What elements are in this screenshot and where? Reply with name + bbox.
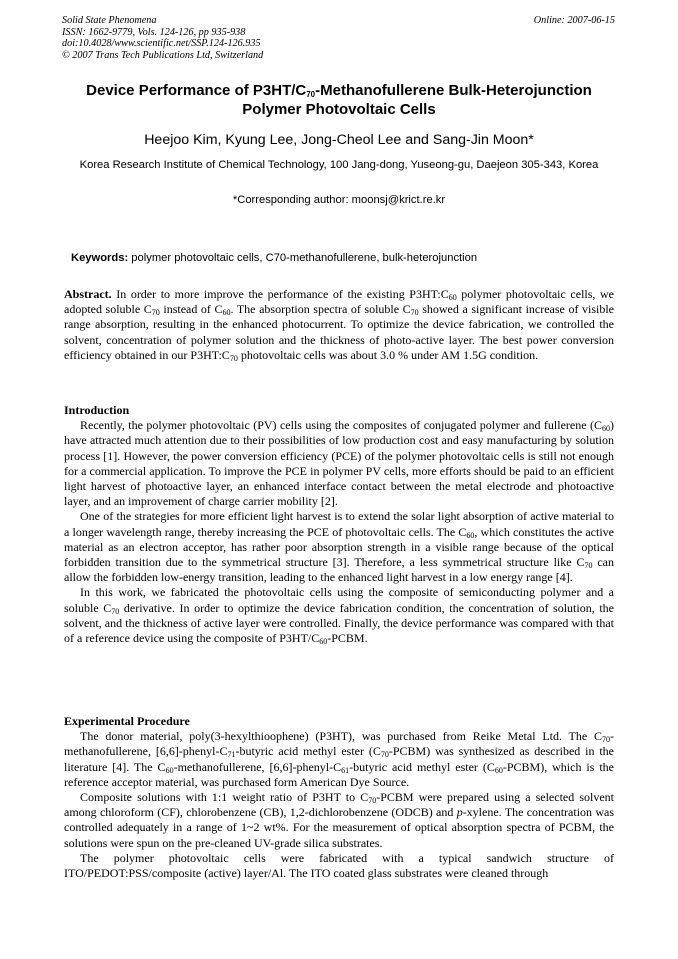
abstract-label: Abstract. bbox=[64, 287, 112, 301]
online-date: Online: 2007-06-15 bbox=[533, 15, 615, 26]
intro-paragraph-2: One of the strategies for more efficient light harvest is to extend the solar light absorption of active material to a longer wavelength range, thereby increasing the PCE of photovoltaic cells. The $C_{60}$, which constitutes the active material as an electron acceptor, has rather poor absorption strength in a visible range because of the optical forbidden transition due to the symmetrical structure [3]. Therefore, a less symmetrical structure like $C_{70}$ can allow the forbidden low-energy transition, leading to the enhanced light harvest in a low energy range [4]. bbox=[64, 509, 614, 585]
journal-header bbox=[62, 15, 263, 61]
intro-paragraph-1: Recently, the polymer photovoltaic (PV) cells using the composites of conjugated polymer and fullerene $(C_{60})$ have attracted much attention due to their possibilities of low production cost and easy manufacturing by solution process [1]. However, the power conversion efficiency (PCE) of the polymer photovoltaic cells is still not enough for a commercial application. To improve the PCE in polymer PV cells, more efforts should be paid to an efficient light harvest of photoactive layer, an enhanced interface contact between the metal electrode and photoactive layer, and an improvement of charge carrier mobility [2]. bbox=[64, 418, 614, 509]
introduction-section bbox=[64, 403, 614, 646]
experimental-heading: Experimental Procedure bbox=[64, 714, 190, 728]
corresponding-author: *Corresponding author: moonsj@krict.re.kr bbox=[232, 194, 446, 206]
experimental-section bbox=[64, 714, 614, 881]
journal-name: Solid State Phenomena bbox=[62, 15, 157, 26]
abstract: Abstract. In order to more improve the performance of the existing $P3HT:C_{60}$ polymer photovoltaic cells, we adopted soluble $C_{70}$ instead of $C_{60}$. The absorption spectra of soluble $C_{70}$ showed a significant increase of visible range absorption, resulting in the enhanced photocurrent. To optimize the device fabrication, we controlled the solvent, concentration of polymer solution and the thickness of photo-active layer. The best power conversion efficiency obtained in our $P3HT:C_{70}$ photovoltaic cells was about 3.0 % under AM 1.5G condition. bbox=[64, 287, 615, 363]
journal-issn: ISSN: 1662-9779, Vols. 124-126, pp 935-938 bbox=[62, 26, 246, 38]
author-list: Heejoo Kim, Kyung Lee, Jong-Cheol Lee and Sang-Jin Moon* bbox=[144, 132, 534, 148]
affiliation: Korea Research Institute of Chemical Technology, 100 Jang-dong, Yuseong-gu, Daejeon 305-343, Korea bbox=[79, 159, 599, 171]
introduction-heading: Introduction bbox=[64, 403, 130, 417]
experimental-paragraph-1: The donor material, poly(3-hexylthioophene) (P3HT), was purchased from Reike Metal Ltd. The $C_{70}$-methanofullerene, $[6,6]-phenyl-C_{71}$-butyric acid methyl ester $(C_{70}-PCBM)$ was synthesized as described in the literature [4]. The $C_{60}$-methanofullerene, $[6,6]-phenyl-C_{61}$-butyric acid methyl ester $(C_{60}-PCBM)$, which is the reference acceptor material, was purchased form American Dye Source. bbox=[64, 729, 615, 789]
journal-doi: doi:10.4028/www.scientific.net/SSP.124-126.935 bbox=[62, 38, 261, 50]
keywords-text: polymer photovoltaic cells, C70-methanofullerene, bulk-heterojunction bbox=[128, 252, 478, 264]
journal-copyright: © 2007 Trans Tech Publications Ltd, Switzerland bbox=[62, 49, 264, 61]
experimental-paragraph-2: Composite solutions with 1:1 weight ratio of P3HT to $C_{70}$-PCBM were prepared using a selected solvent among chloroform (CF), chlorobenzene (CB), 1,2-dichlorobenzene (ODCB) and p-xylene. The concentration was controlled adequately in a range of 1~2 wt%. For the measurement of optical absorption spectra of PCBM, the solutions were spun on the pre-cleaned UV-grade silica substrates. bbox=[64, 790, 614, 850]
paper-title: Device Performance of $P3HT/C_{70}$-Methanofullerene Bulk-Heterojunction Polymer Photovoltaic Cells bbox=[86, 82, 592, 118]
keywords bbox=[71, 251, 477, 265]
intro-paragraph-3: In this work, we fabricated the photovoltaic cells using the composite of semiconducting polymer and a soluble $C_{70}$ derivative. In order to optimize the device fabrication condition, the concentration of solution, the solvent, and the thickness of active layer were controlled. Finally, the device performance was compared with that of a reference device using the composite of $P3HT/C_{60}$-PCBM. bbox=[64, 585, 614, 647]
experimental-paragraph-3: The polymer photovoltaic cells were fabricated with a typical sandwich structure of ITO/PEDOT:PSS/composite (active) layer/Al. The ITO coated glass substrates were cleaned through bbox=[64, 850, 614, 881]
keywords-label: Keywords: bbox=[71, 252, 129, 264]
